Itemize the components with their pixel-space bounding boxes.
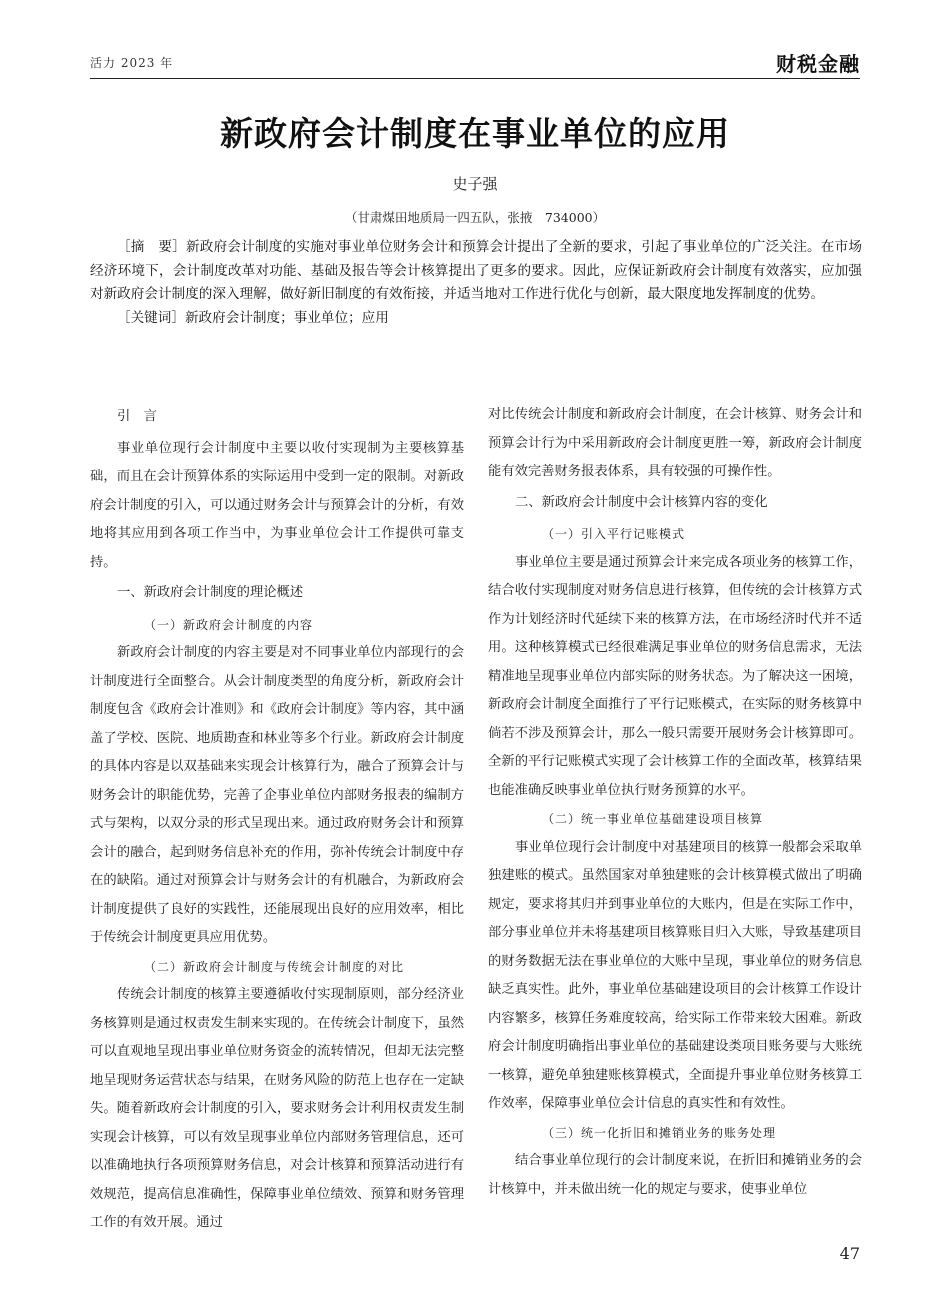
paragraph: 传统会计制度的核算主要遵循收付实现制原则，部分经济业务核算则是通过权责发生制来实现的。在传统会计制度下，虽然可以直观地呈现出事业单位财务资金的流转情况，但却无法完整地呈现财务运营状态与结果，在财务风险的防范上也存在一定缺失。随着新政府会计制度的引入，要求财务会计利用权责发生制实现会计核算，可以有效呈现事业单位内部财务管理信息，还可以准确地执行各项预算财务信息，对会计核算和预算活动进行有效规范，提高信息准确性，保障事业单位绩效、预算和财务管理工作的有效开展。通过 [90, 987, 464, 1230]
body-column-right [488, 401, 862, 1204]
section-heading-1: 一、新政府会计制度的理论概述 [117, 585, 304, 600]
page-number: 47 [839, 1244, 860, 1263]
intro-heading: 引 言 [117, 409, 157, 424]
subsection-heading-2-2: （二）统一事业单位基础建设项目核算 [542, 812, 764, 826]
paragraph: 新政府会计制度的内容主要是对不同事业单位内部现行的会计制度进行全面整合。从会计制度类型的角度分析，新政府会计制度包含《政府会计准则》和《政府会计制度》等内容，其中涵盖了学校、医院、地质勘查和林业等多个行业。新政府会计制度的具体内容是以双基础来实现会计核算行为，融合了预算会计与财务会计的职能优势，完善了企事业单位内部财务报表的编制方式与架构，以双分录的形式呈现出来。通过政府财务会计和预算会计的融合，起到财务信息补充的作用，弥补传统会计制度中存在的缺陷。通过对预算会计与财务会计的有机融合，为新政府会计制度提供了良好的实践性，还能展现出良好的应用效率，相比于传统会计制度更具应用优势。 [90, 645, 464, 945]
abstract-block [90, 236, 862, 330]
paragraph: 事业单位现行会计制度中主要以收付实现制为主要核算基础，而且在会计预算体系的实际运用中受到一定的限制。对新政府会计制度的引入，可以通过财务会计与预算会计的分析，有效地将其应用到各项工作当中，为事业单位会计工作提供可靠支持。 [90, 440, 464, 570]
body-column-left [90, 401, 464, 1238]
keywords-text: ［关键词］新政府会计制度；事业单位；应用 [117, 309, 389, 326]
paragraph-continued: 对比传统会计制度和新政府会计制度，在会计核算、财务会计和预算会计行为中采用新政府会计制度更胜一筹，新政府会计制度能有效完善财务报表体系，具有较强的可操作性。 [488, 407, 862, 479]
paragraph: 结合事业单位现行的会计制度来说，在折旧和摊销业务的会计核算中，并未做出统一化的规定与要求，使事业单位 [488, 1153, 862, 1197]
running-header [90, 48, 860, 80]
subsection-heading-2-3: （三）统一化折旧和摊销业务的账务处理 [542, 1125, 777, 1140]
author-name: 史子强 [452, 175, 498, 193]
author-affiliation: （甘肃煤田地质局一四五队，张掖 734000） [344, 210, 606, 225]
section-heading-2: 二、新政府会计制度中会计核算内容的变化 [515, 494, 768, 510]
paragraph: 事业单位主要是通过预算会计来完成各项业务的核算工作，结合收付实现制度对财务信息进行核算，但传统的会计核算方式作为计划经济时代延续下来的核算方法，在市场经济时代并不适用。这种核算模式已经很难满足事业单位的财务信息需求，无法精准地呈现事业单位内部实际的财务状态。为了解决这一困境，新政府会计制度全面推行了平行记账模式，在实际的财务核算中倘若不涉及预算会计，那么一般只需要开展财务会计核算即可。全新的平行记账模式实现了会计核算工作的全面改革，核算结果也能准确反映事业单位执行财务预算的水平。 [488, 554, 862, 798]
section-name: 财税金融 [776, 52, 860, 76]
subsection-heading-1-2: （二）新政府会计制度与传统会计制度的对比 [144, 959, 405, 974]
subsection-heading-2-1: （一）引入平行记账模式 [542, 527, 686, 541]
paragraph: 事业单位现行会计制度中对基建项目的核算一般都会采取单独建账的模式。虽然国家对单独建账的会计核算模式做出了明确规定，要求将其归并到事业单位的大账内，但是在实际工作中，部分事业单位并未将基建项目核算账目归入大账，导致基建项目的财务数据无法在事业单位的大账中呈现，事业单位的财务信息缺乏真实性。此外，事业单位基础建设项目的会计核算工作设计内容繁多，核算任务难度较高，给实际工作带来较大困难。新政府会计制度明确指出事业单位的基础建设类项目账务要与大账统一核算，避免单独建账核算模式，全面提升事业单位财务核算工作效率，保障事业单位会计信息的真实性和有效性。 [488, 839, 862, 1111]
journal-issue: 活力 2023 年 [90, 56, 174, 70]
article-title: 新政府会计制度在事业单位的应用 [220, 114, 730, 153]
abstract-text: ［摘 要］新政府会计制度的实施对事业单位财务会计和预算会计提出了全新的要求，引起了事业单位的广泛关注。在市场经济环境下，会计制度改革对功能、基础及报告等会计核算提出了更多的要求。因此，应保证新政府会计制度有效落实，应加强对新政府会计制度的深入理解，做好新旧制度的有效衔接，并适当地对工作进行优化与创新，最大限度地发挥制度的优势。 [90, 239, 862, 302]
subsection-heading-1-1: （一）新政府会计制度的内容 [144, 617, 314, 632]
header-rule [90, 78, 860, 79]
